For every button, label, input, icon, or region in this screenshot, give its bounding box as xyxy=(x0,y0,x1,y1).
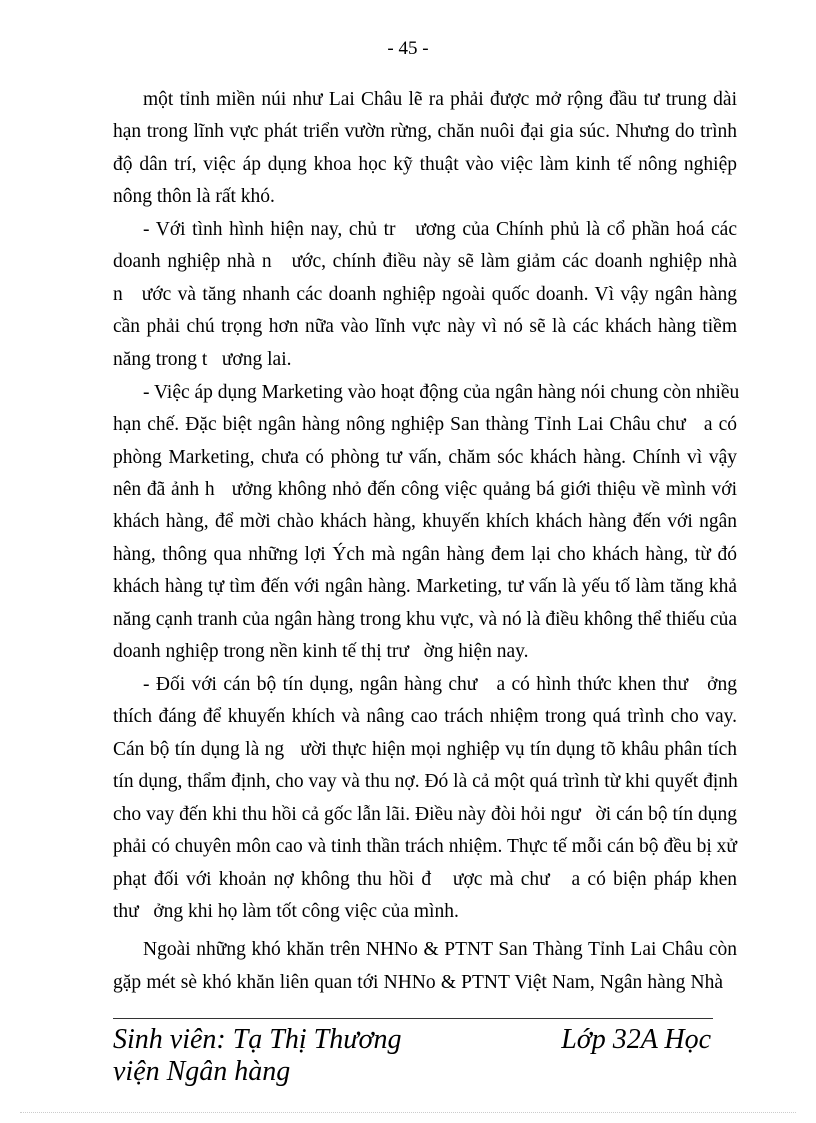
text-line: hạn chế. Đặc biệt ngân hàng nông nghiệp San thàng Tỉnh Lai Châu chư a có xyxy=(113,414,737,435)
text-line: gặp mét sè khó khăn liên quan tới NHNo & PTNT Việt Nam, Ngân hàng Nhà xyxy=(113,972,723,993)
text-line: doanh nghiệp trong nền kinh tế thị trư ờng hiện nay. xyxy=(113,641,529,662)
text-line: Cán bộ tín dụng là ng ười thực hiện mọi nghiệp vụ tín dụng tõ khâu phân tích xyxy=(113,739,737,760)
footer-school: viện Ngân hàng xyxy=(113,1056,291,1087)
text-line: năng trong t ương lai. xyxy=(113,349,292,370)
text-line: thích đáng để khuyến khích và nâng cao trách nhiệm trong quá trình cho vay. xyxy=(113,706,737,727)
text-line: năng cạnh tranh của ngân hàng trong khu vực, và nó là điều không thể thiếu của xyxy=(113,609,738,630)
text-line: khách hàng tự tìm đến với ngân hàng. Marketing, tư vấn là yếu tố làm tăng khả xyxy=(113,576,737,597)
text-line: khách hàng, để mời chào khách hàng, khuyến khích khách hàng đến với ngân xyxy=(113,511,737,532)
footer-class: Lớp 32A Học xyxy=(561,1024,711,1055)
text-line: n ước và tăng nhanh các doanh nghiệp ngoài quốc doanh. Vì vậy ngân hàng xyxy=(113,284,737,305)
page-edge xyxy=(20,1112,796,1113)
text-line: cần phải chú trọng hơn nữa vào lĩnh vực này vì nó sẽ là các khách hàng tiềm xyxy=(113,316,737,337)
footer-student-name: Sinh viên: Tạ Thị Thương xyxy=(113,1024,402,1055)
text-line: - Đối với cán bộ tín dụng, ngân hàng chư a có hình thức khen thư ởng xyxy=(143,674,737,695)
text-line: thư ởng khi họ làm tốt công việc của mình. xyxy=(113,901,459,922)
page-number: - 45 - xyxy=(387,38,429,59)
text-line: độ dân trí, việc áp dụng khoa học kỹ thuật vào việc làm kinh tế nông nghiệp xyxy=(113,154,737,175)
footer-divider xyxy=(113,1018,713,1019)
text-line: nông thôn là rất khó. xyxy=(113,186,275,207)
text-line: nên đã ảnh h ưởng không nhỏ đến công việc quảng bá giới thiệu về mình với xyxy=(113,479,737,500)
text-line: cho vay đến khi thu hồi cả gốc lẫn lãi. Điều này đòi hỏi ngư ời cán bộ tín dụng xyxy=(113,804,737,825)
text-line: tín dụng, thẩm định, cho vay và thu nợ. Đó là cả một quá trình từ khi quyết định xyxy=(113,771,738,792)
text-line: - Với tình hình hiện nay, chủ tr ương của Chính phủ là cổ phần hoá các xyxy=(143,219,737,240)
text-line: - Việc áp dụng Marketing vào hoạt động của ngân hàng nói chung còn nhiều xyxy=(143,382,740,403)
text-line: phòng Marketing, chưa có phòng tư vấn, chăm sóc khách hàng. Chính vì vậy xyxy=(113,447,737,468)
text-line: phạt đối với khoản nợ không thu hồi đ ược mà chư a có biện pháp khen xyxy=(113,869,737,890)
text-line: hạn trong lĩnh vực phát triển vườn rừng, chăn nuôi đại gia súc. Nhưng do trình xyxy=(113,121,737,142)
text-line: doanh nghiệp nhà n ước, chính điều này sẽ làm giảm các doanh nghiệp nhà xyxy=(113,251,737,272)
text-line: hàng, thông qua những lợi Ých mà ngân hàng đem lại cho khách hàng, từ đó xyxy=(113,544,737,565)
text-line: phải có chuyên môn cao và tinh thần trách nhiệm. Thực tế mỗi cán bộ đều bị xử xyxy=(113,836,737,857)
text-line: một tỉnh miền núi như Lai Châu lẽ ra phải được mở rộng đầu tư trung dài xyxy=(143,89,737,110)
text-line: Ngoài những khó khăn trên NHNo & PTNT San Thàng Tỉnh Lai Châu còn xyxy=(143,939,737,960)
